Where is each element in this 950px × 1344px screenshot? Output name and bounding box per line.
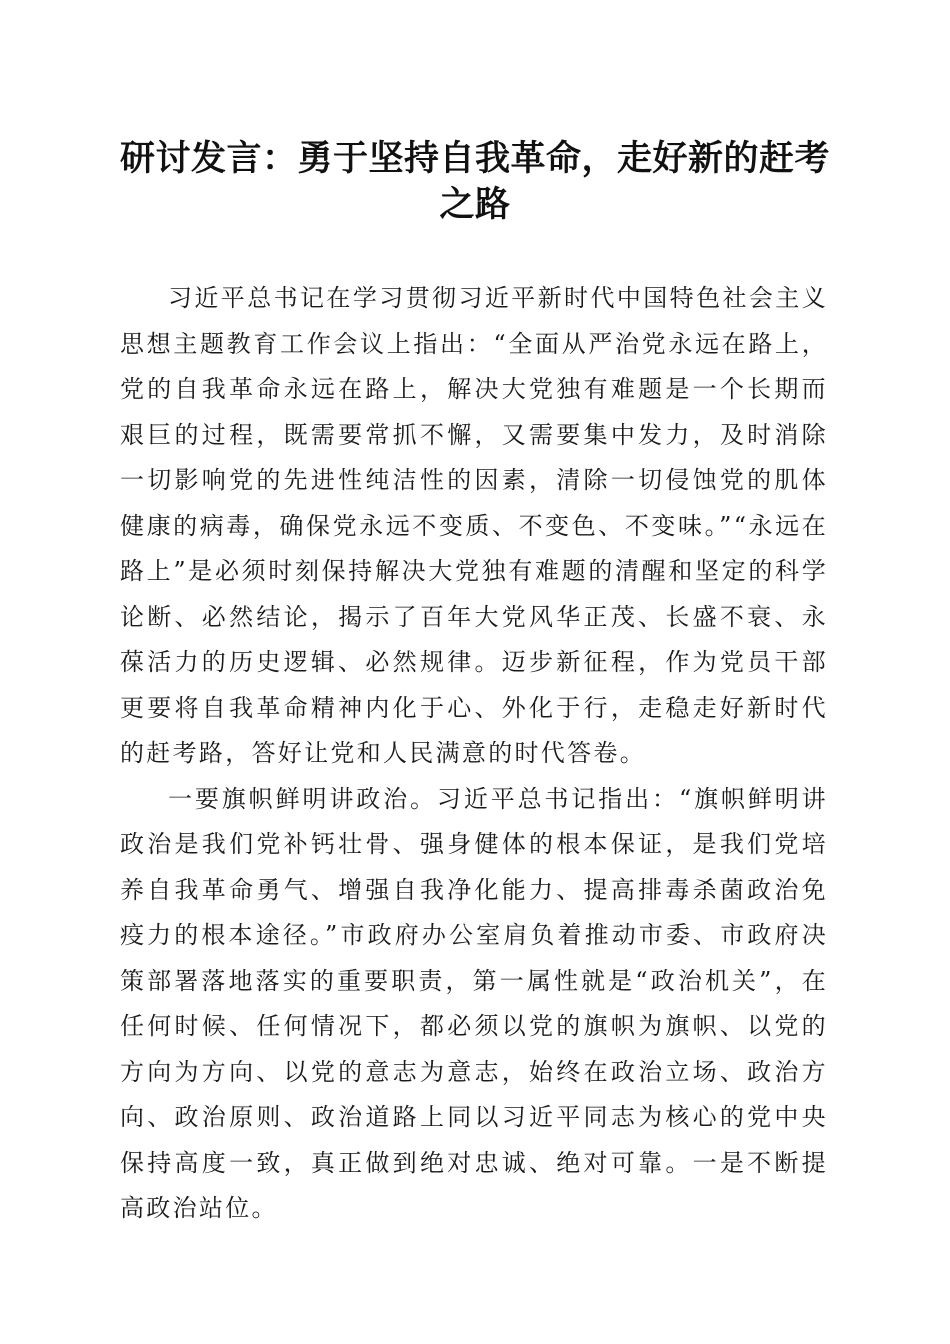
paragraph-point-one: 一要旗帜鲜明讲政治。习近平总书记指出：“旗帜鲜明讲政治是我们党补钙壮骨、强身健体的根本保证，是我们党培养自我革命勇气、增强自我净化能力、提高排毒杀菌政治免疫力的根本途径。”市政府办公室肩负着推动市委、市政府决策部署落地落实的重要职责，第一属性就是“政治机关”，在任何时候、任何情况下，都必须以党的旗帜为旗帜、以党的方向为方向、以党的意志为意志，始终在政治立场、政治方向、政治原则、政治道路上同以习近平同志为核心的党中央保持高度一致，真正做到绝对忠诚、绝对可靠。一是不断提高政治站位。 (120, 784, 828, 1222)
document-title: 研讨发言：勇于坚持自我革命，走好新的赶考之路 (119, 138, 830, 225)
document-body (120, 276, 828, 1232)
paragraph-intro: 习近平总书记在学习贯彻习近平新时代中国特色社会主义思想主题教育工作会议上指出：“全面从严治党永远在路上，党的自我革命永远在路上，解决大党独有难题是一个长期而艰巨的过程，既需要常抓不懈，又需要集中发力，及时消除一切影响党的先进性纯洁性的因素，清除一切侵蚀党的肌体健康的病毒，确保党永远不变质、不变色、不变味。”“永远在路上”是必须时刻保持解决大党独有难题的清醒和坚定的科学论断、必然结论，揭示了百年大党风华正茂、长盛不衰、永葆活力的历史逻辑、必然规律。迈步新征程，作为党员干部更要将自我革命精神内化于心、外化于行，走稳走好新时代的赶考路，答好让党和人民满意的时代答卷。 (120, 284, 828, 767)
